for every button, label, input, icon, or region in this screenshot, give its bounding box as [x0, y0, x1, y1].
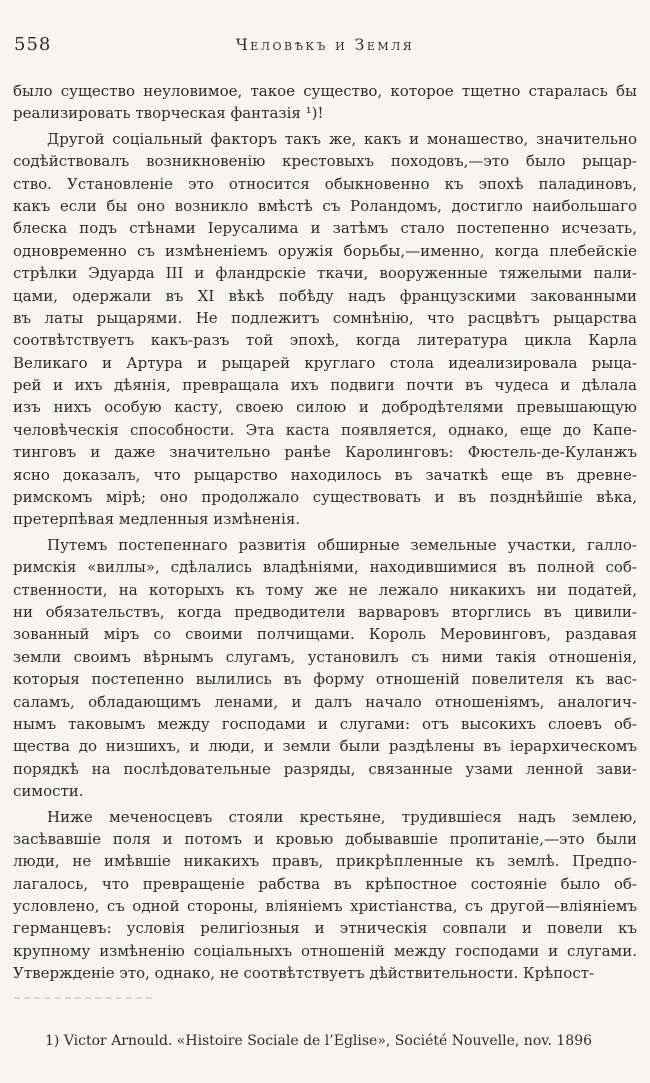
text-line: содѣйствовалъ возникновенію крестовыхъ походовъ,—это было рыцар-: [13, 152, 637, 171]
text-line: Другой соціальный факторъ такъ же, какъ и монашество, значительно: [47, 129, 637, 148]
text-line: стрѣлки Эдуарда III и фландрскіе ткачи, вооруженные тяжелыми пали-: [13, 264, 637, 283]
text-line: римскія «виллы», сдѣлались владѣніями, находившимися въ полной соб-: [13, 558, 637, 577]
text-line: претерпѣвая медленныя измѣненія.: [13, 510, 301, 529]
text-line: ни обязательствъ, когда предводители варваровъ вторглись въ цивили-: [13, 602, 637, 621]
text-line: симости.: [13, 782, 84, 801]
text-line: Путемъ постепеннаго развитія обширные земельные участки, галло-: [47, 535, 637, 554]
text-line: земли своимъ вѣрнымъ слугамъ, установилъ съ ними такія отношенія,: [13, 647, 637, 666]
text-line: ственности, на которыхъ къ тому же не лежало никакихъ ни податей,: [13, 580, 637, 599]
text-line: тинговъ и даже значительно ранѣе Каролинговъ: Фюстель-де-Куланжъ: [13, 443, 637, 462]
text-line: Ниже меченосцевъ стояли крестьяне, трудившіеся надъ землею,: [47, 807, 637, 826]
body-text: [13, 80, 637, 985]
text-line: Великаго и Артура и рыцарей круглаго стола идеализировала рыца-: [13, 353, 637, 372]
text-line: одновременно съ измѣненіемъ оружія борьбы,—именно, когда плебейскіе: [13, 241, 637, 260]
text-line: цами, одержали въ XI вѣкѣ побѣду надъ французскими закованными: [13, 286, 637, 305]
text-line: было существо неуловимое, такое существо, которое тщетно старалась бы: [13, 82, 637, 100]
text-line: зованный міръ со своими полчищами. Король Меровинговъ, раздавая: [13, 625, 637, 644]
footnote: 1) Victor Arnould. «Histoire Sociale de l’Eglise», Société Nouvelle, nov. 1896: [45, 1033, 593, 1049]
text-line: люди, не имѣвшіе никакихъ правъ, прикрѣпленные къ землѣ. Предпо-: [13, 852, 637, 871]
text-line: засѣвавшіе поля и потомъ и кровью добывавшіе пропитаніе,—это были: [13, 829, 637, 848]
text-line: реализировать творческая фантазія ¹)!: [13, 104, 324, 123]
text-line: саламъ, обладающимъ ленами, и далъ начало отношеніямъ, аналогич-: [13, 692, 637, 711]
text-line: германцевъ: условія религіозныя и этническія совпали и повели къ: [13, 919, 637, 938]
text-line: изъ нихъ особую касту, своею силою и добродѣтелями превышающую: [13, 398, 637, 417]
text-line: крупному измѣненію соціальныхъ отношеній между господами и слугами.: [13, 941, 637, 960]
running-title: Человѣкъ и Земля: [235, 36, 415, 54]
text-line: щества до низшихъ, и люди, и земли были раздѣлены въ іерархическомъ: [13, 737, 637, 756]
paragraph: [13, 806, 637, 985]
footnote-separator: [14, 997, 152, 999]
text-line: нымъ таковымъ между господами и слугами: отъ высокихъ слоевъ об-: [13, 714, 637, 733]
page-number: 558: [14, 34, 52, 55]
page-header: [13, 34, 637, 58]
text-line: въ латы рыцарями. Не подлежитъ сомнѣнію, что расцвѣтъ рыцарства: [13, 308, 637, 327]
paragraph: [13, 128, 637, 531]
text-line: рей и ихъ дѣянія, превращала ихъ подвиги почти въ чудеса и дѣлала: [13, 376, 637, 395]
text-line: лагалось, что превращеніе рабства въ крѣпостное состояніе было об-: [13, 874, 637, 893]
text-line: порядкѣ на послѣдовательные разряды, связанные узами ленной зави-: [13, 759, 637, 778]
text-line: блеска подъ стѣнами Іерусалима и затѣмъ стало постепенно исчезать,: [13, 219, 637, 238]
text-line: соотвѣтствуетъ какъ-разъ той эпохѣ, когда литература цикла Карла: [13, 331, 637, 350]
text-line: которыя постепенно вылились въ форму отношеній повелителя къ вас-: [13, 670, 637, 689]
text-line: Утвержденіе это, однако, не соотвѣтствуетъ дѣйствительности. Крѣпост-: [13, 964, 595, 983]
text-line: какъ если бы оно возникло вмѣстѣ съ Роландомъ, достигло наибольшаго: [13, 196, 637, 215]
text-line: римскомъ мірѣ; оно продолжало существовать и въ позднѣйшіе вѣка,: [13, 488, 637, 507]
text-line: ство. Установленіе это относится обыкновенно къ эпохѣ паладиновъ,: [13, 174, 637, 193]
text-line: ясно доказалъ, что рыцарство находилось въ зачаткѣ еще въ древне-: [13, 465, 637, 484]
text-line: условлено, съ одной стороны, вліяніемъ христіанства, съ другой—вліяніемъ: [13, 897, 637, 916]
paragraph: [13, 80, 637, 125]
paragraph: [13, 534, 637, 803]
text-line: человѣческія способности. Эта каста появляется, однако, еще до Капе-: [13, 420, 637, 439]
